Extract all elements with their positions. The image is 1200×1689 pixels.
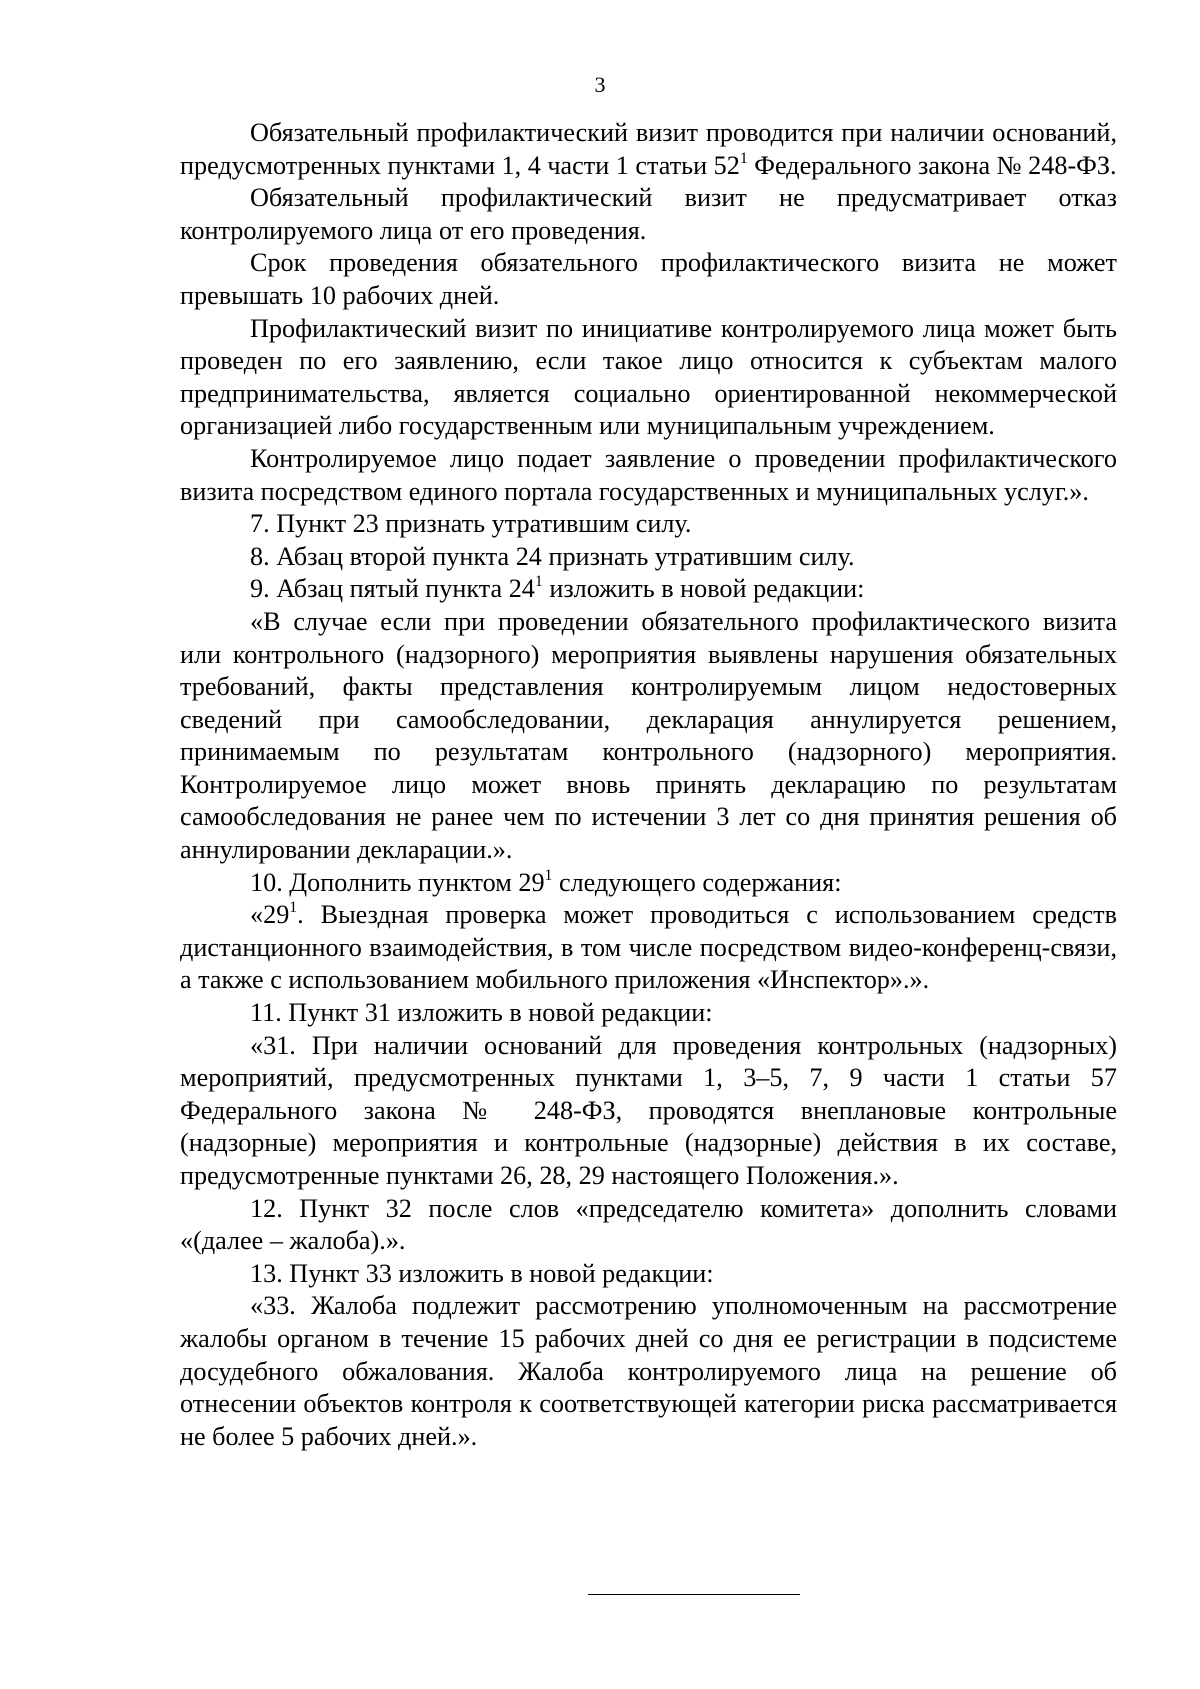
paragraph	[180, 117, 1117, 182]
paragraph-text: 11. Пункт 31 изложить в новой редакции:	[250, 998, 713, 1028]
paragraph-text: Профилактический визит по инициативе контролируемого лица может быть проведен по его заявлению, если такое лицо относится к субъектам малого предпринимательства, является социально ориентированной некоммерческой организацией либо государственным или муниципальным учреждением.	[180, 313, 1117, 441]
paragraph	[180, 508, 1117, 541]
paragraph	[180, 1193, 1117, 1258]
end-divider	[588, 1594, 800, 1595]
paragraph	[180, 867, 1117, 900]
paragraph-text: «29	[250, 900, 290, 930]
paragraph	[180, 182, 1117, 247]
superscript-index: 1	[534, 573, 543, 591]
paragraph-text-tail: . Выездная проверка может проводиться с использованием средств дистанционного взаимодействия, в том числе посредством видео-конференц-связи, а также с использованием мобильного приложения «Инспектор».».	[180, 900, 1117, 995]
superscript-index: 1	[544, 866, 553, 884]
paragraph-text: Обязательный профилактический визит проводится при наличии оснований, предусмотренных пунктами 1, 4 части 1 статьи 52	[180, 118, 1117, 180]
paragraph-text: «В случае если при проведении обязательного профилактического визита или контрольного (надзорного) мероприятия выявлены нарушения обязательных требований, факты представления контролируемым лицом недостоверных сведений при самообследовании, декларация аннулируется решением, принимаемым по результатам контрольного (надзорного) мероприятия. Контролируемое лицо может вновь принять декларацию по результатам самообследования не ранее чем по истечении 3 лет со дня принятия решения об аннулировании декларации.».	[180, 606, 1117, 865]
paragraph-text-tail: Федерального закона № 248-ФЗ.	[747, 150, 1117, 180]
paragraph-text: Контролируемое лицо подает заявление о проведении профилактического визита посредством единого портала государственных и муниципальных услуг.».	[180, 443, 1117, 506]
paragraph-text: «31. При наличии оснований для проведения контрольных (надзорных) мероприятий, предусмотренных пунктами 1, 3–5, 7, 9 части 1 статьи 57 Федерального закона № 248-ФЗ, проводятся внеплановые контрольные (надзорные) мероприятия и контрольные (надзорные) действия в их составе, предусмотренные пунктами 26, 28, 29 настоящего Положения.».	[180, 1030, 1117, 1190]
paragraph-text-tail: изложить в новой редакции:	[542, 574, 865, 604]
paragraph	[180, 1030, 1117, 1193]
paragraph-text: «33. Жалоба подлежит рассмотрению уполномоченным на рассмотрение жалобы органом в течение 15 рабочих дней со дня ее регистрации в подсистеме досудебного обжалования. Жалоба контролируемого лица на решение об отнесении объектов контроля к соответствующей категории риска рассматривается не более 5 рабочих дней.».	[180, 1291, 1117, 1451]
paragraph-text: Срок проведения обязательного профилактического визита не может превышать 10 рабочих дней.	[180, 248, 1117, 310]
page-number: 3	[594, 72, 606, 97]
paragraph-text: Обязательный профилактический визит не предусматривает отказ контролируемого лица от его проведения.	[180, 183, 1117, 245]
paragraph	[180, 899, 1117, 997]
paragraph	[180, 247, 1117, 312]
paragraph-text: 7. Пункт 23 признать утратившим силу.	[250, 509, 692, 539]
superscript-index: 1	[739, 149, 748, 167]
paragraph-text-tail: следующего содержания:	[552, 867, 842, 897]
paragraph-text: 12. Пункт 32 после слов «председателю комитета» дополнить словами «(далее – жалоба).».	[180, 1193, 1117, 1256]
paragraph	[180, 443, 1117, 508]
paragraph-text: 8. Абзац второй пункта 24 признать утратившим силу.	[250, 541, 855, 571]
paragraph	[180, 313, 1117, 443]
paragraph	[180, 997, 1117, 1030]
paragraph	[180, 1258, 1117, 1291]
paragraph	[180, 606, 1117, 867]
paragraph-text: 13. Пункт 33 изложить в новой редакции:	[250, 1258, 714, 1288]
paragraph	[180, 541, 1117, 574]
document-body	[180, 117, 1117, 1453]
superscript-index: 1	[289, 899, 298, 917]
paragraph-text: 10. Дополнить пунктом 29	[250, 867, 545, 897]
paragraph	[180, 573, 1117, 606]
paragraph	[180, 1290, 1117, 1453]
paragraph-text: 9. Абзац пятый пункта 24	[250, 574, 535, 604]
